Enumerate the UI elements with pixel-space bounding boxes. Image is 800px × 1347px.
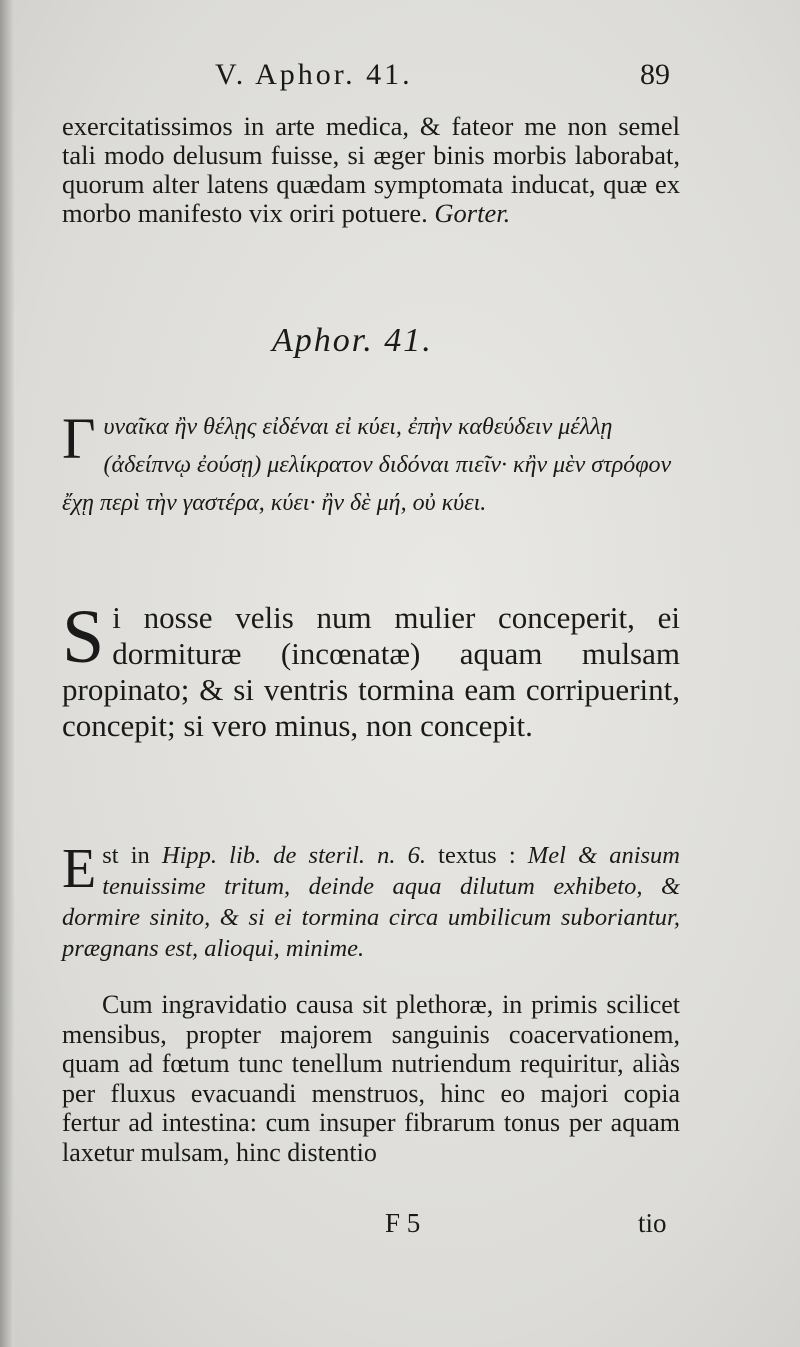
greek-aphorism: [62, 408, 680, 522]
aphorism-heading: Aphor. 41.: [272, 322, 433, 359]
catchword: tio: [638, 1208, 667, 1238]
continuation-text: exercitatissimos in arte medica, & fateor me non semel tali modo delusum fuisse, si æger binis morbis laborabat, quorum alter latens quædam symptomata inducat, quæ ex morbo manifesto vix oriri potuere.: [62, 111, 680, 228]
continuation-author: Gorter.: [434, 198, 511, 228]
signature-mark: F 5: [385, 1208, 421, 1238]
commentary-label: textus :: [426, 842, 528, 869]
commentary-intro: st in: [102, 842, 162, 869]
continuation-paragraph: [62, 112, 680, 228]
commentary-quote: Mel & anisum tenuissime tritum, deinde aqua dilutum exhibeto, & dormire sinito, & si ei tormina circa umbilicum suboriantur, prægnans est, alioqui, minime.: [62, 842, 680, 962]
running-title: V. Aphor. 41.: [215, 58, 413, 91]
commentary-dropcap: E: [62, 838, 97, 900]
latin-text: i nosse velis num mulier conceperit, ei dormituræ (incœnatæ) aquam mulsam propinato; & si ventris tormina eam corripuerint, concepit; si vero minus, non concepit.: [62, 600, 680, 743]
page-number: 89: [640, 58, 670, 91]
latin-aphorism: [62, 595, 680, 744]
page-header: [0, 58, 800, 98]
commentary-paragraph: [62, 840, 680, 964]
final-paragraph: Cum ingravidatio causa sit plethoræ, in primis scilicet mensibus, propter majorem sanguinis coacervationem, quam ad fœtum tunc tenellum nutriendum requiritur, aliàs per fluxus evacuandi menstruos, hinc eo majori copia fertur ad intestina: cum insuper fibrarum tonus per aquam laxetur mulsam, hinc distentio: [62, 990, 680, 1167]
page-spine-shadow: [0, 0, 14, 1347]
greek-dropcap: Γ: [62, 406, 96, 471]
greek-text: υναῖκα ἢν θέλῃς εἰδέναι εἰ κύει, ἐπὴν καθεύδειν μέλλῃ (ἀδείπνῳ ἐούσῃ) μελίκρατον διδόναι πιεῖν· κἢν μὲν στρόφον ἔχῃ περὶ τὴν γαστέρα, κύει· ἢν δὲ μή, οὐ κύει.: [62, 414, 672, 516]
latin-dropcap: S: [62, 595, 105, 679]
commentary-source: Hipp. lib. de steril. n. 6.: [161, 842, 427, 869]
